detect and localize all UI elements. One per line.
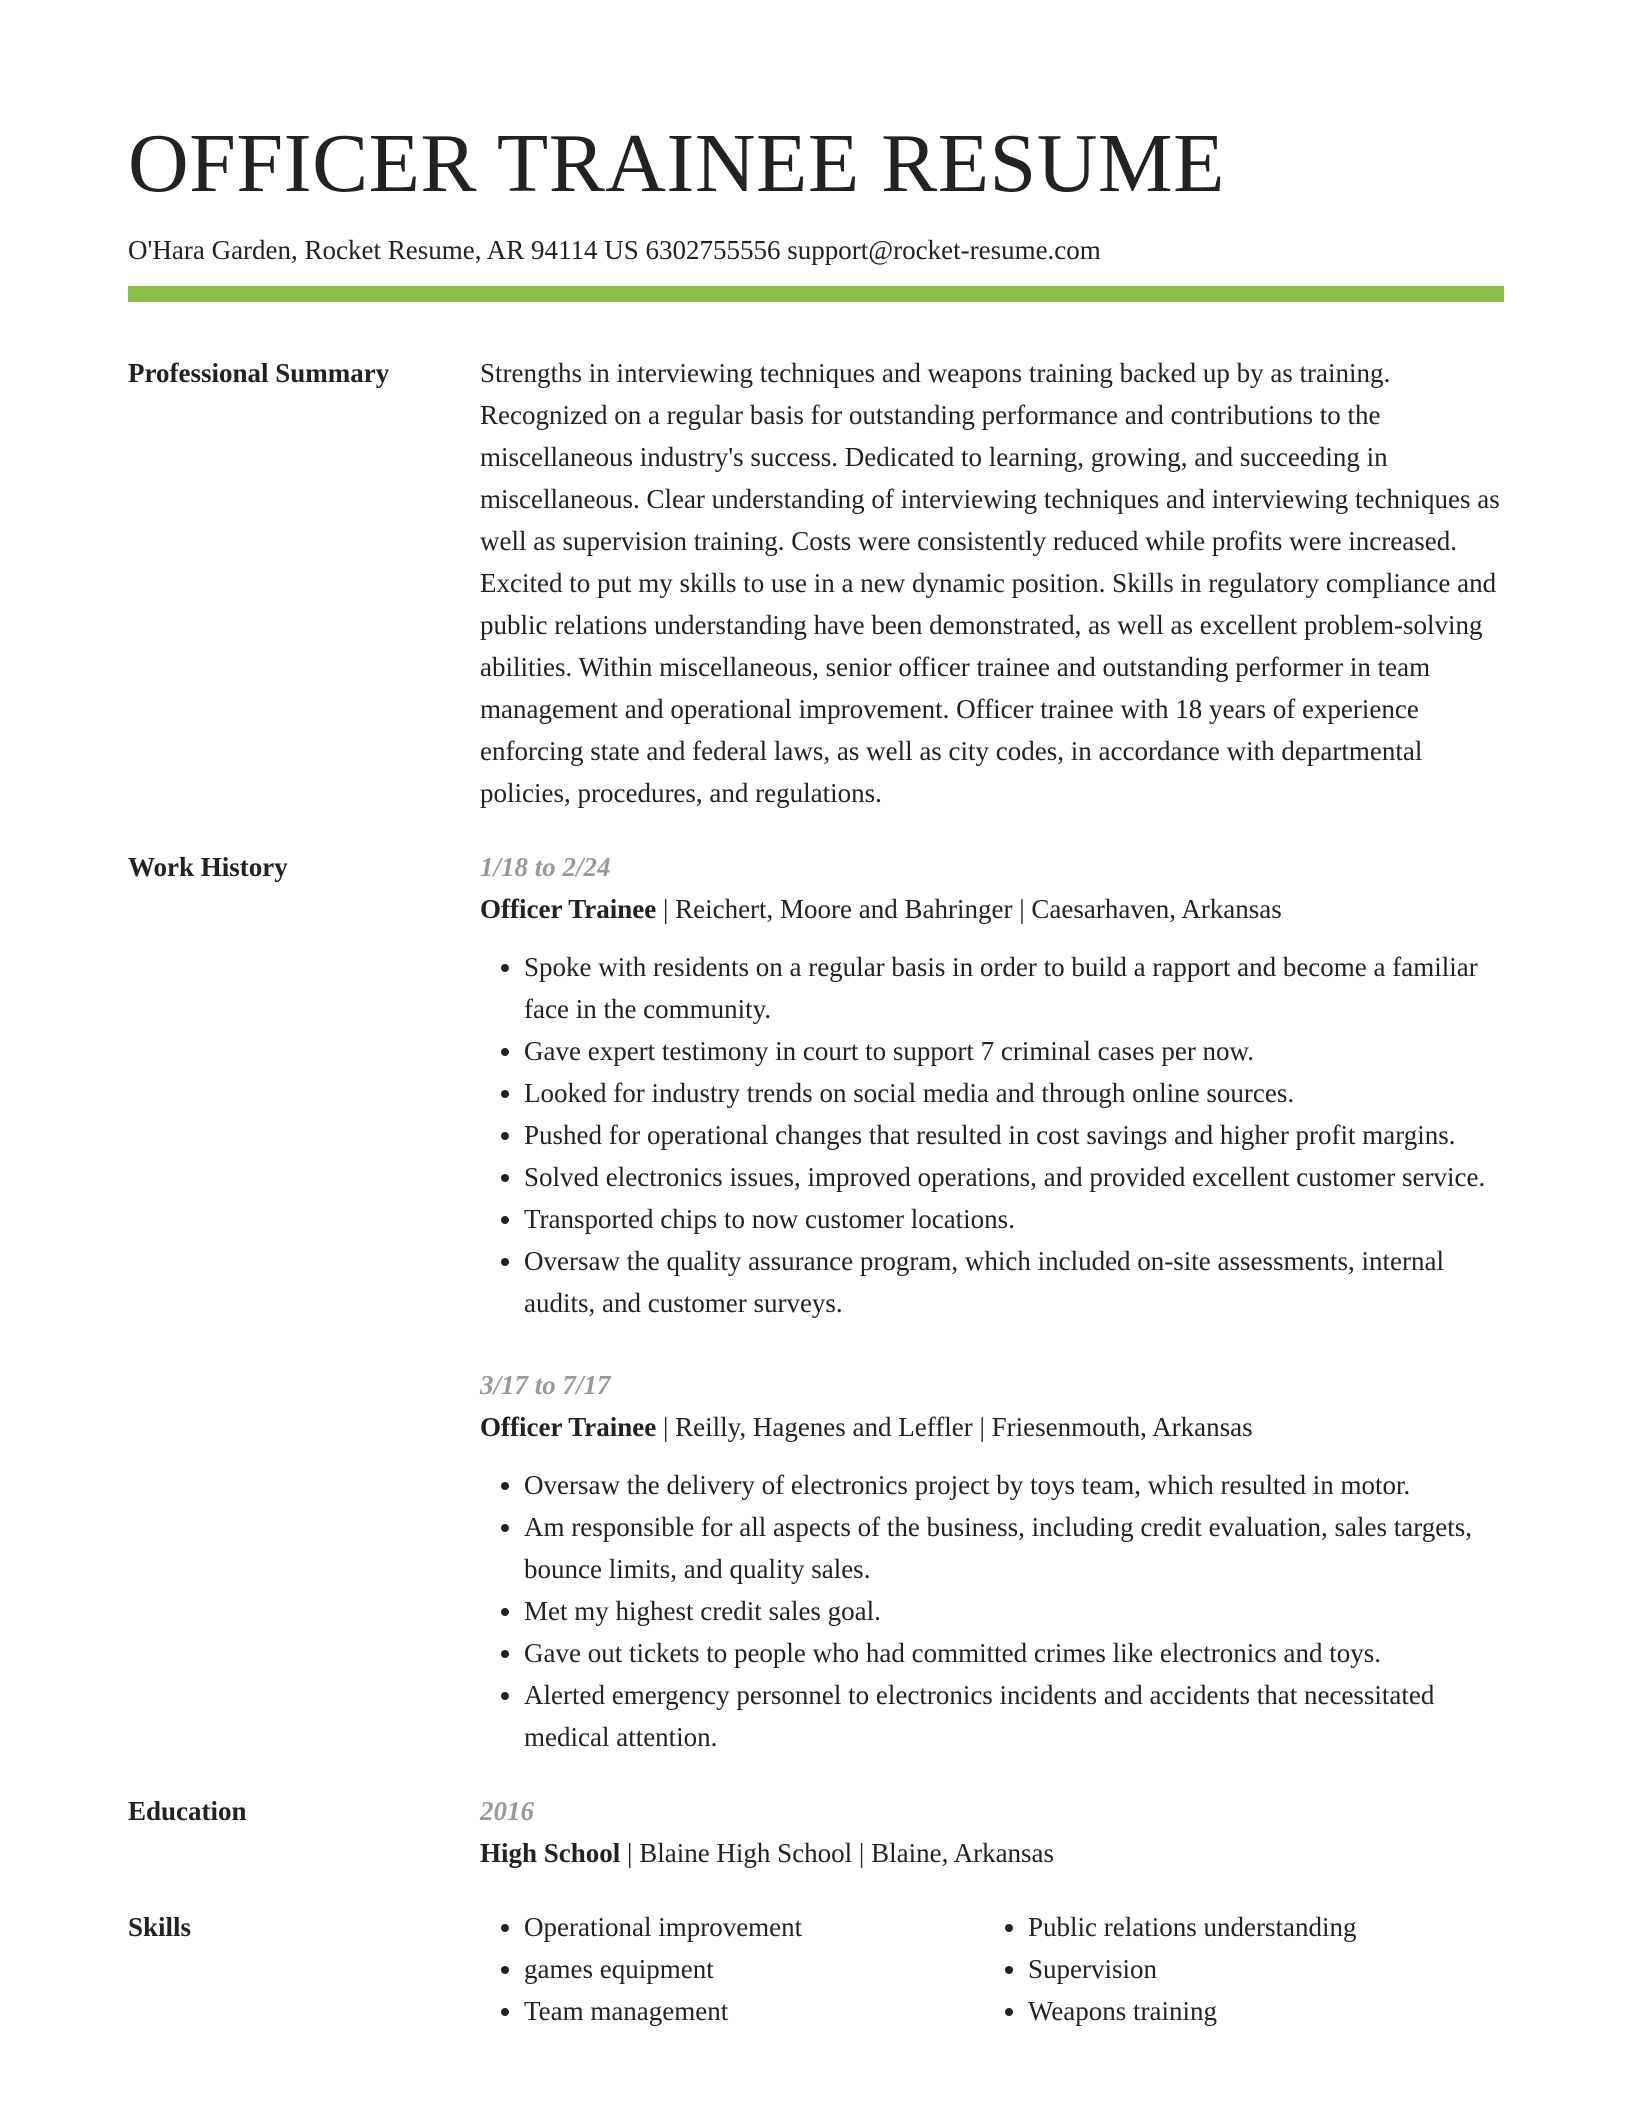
job-details: | Reichert, Moore and Bahringer | Caesarhaven, Arkansas — [656, 894, 1282, 925]
list-item: • Oversaw the quality assurance program, which included on-site assessments, internal audits, and customer surveys. — [524, 1240, 1504, 1324]
list-item: • Looked for industry trends on social media and through online sources. — [524, 1072, 1504, 1114]
list-item: • Team management — [524, 1990, 940, 2032]
work-history-section — [128, 846, 1504, 1758]
job-bullets — [480, 946, 1504, 1324]
list-item: • Alerted emergency personnel to electronics incidents and accidents that necessitated medical attention. — [524, 1674, 1504, 1758]
education-section — [128, 1790, 1504, 1874]
job-title: Officer Trainee — [480, 1412, 657, 1443]
list-item: • Spoke with residents on a regular basis in order to build a rapport and become a familiar face in the community. — [524, 946, 1504, 1030]
list-item: • Operational improvement — [524, 1906, 940, 1948]
summary-section — [128, 352, 1504, 814]
job-dates: 1/18 to 2/24 — [480, 852, 611, 883]
job-dates: 3/17 to 7/17 — [480, 1370, 611, 1401]
list-item: • Gave expert testimony in court to support 7 criminal cases per now. — [524, 1030, 1504, 1072]
list-item: • Am responsible for all aspects of the business, including credit evaluation, sales targets, bounce limits, and quality sales. — [524, 1506, 1504, 1590]
list-item: • Solved electronics issues, improved operations, and provided excellent customer service. — [524, 1156, 1504, 1198]
work-history-content — [480, 846, 1504, 1758]
work-history-label: Work History — [128, 852, 288, 883]
job-bullets — [480, 1464, 1504, 1758]
skills-list-left — [480, 1906, 940, 2032]
skills-content — [480, 1906, 1504, 2032]
education-details: | Blaine High School | Blaine, Arkansas — [620, 1838, 1055, 1869]
list-item: • Transported chips to now customer locations. — [524, 1198, 1504, 1240]
skills-label: Skills — [128, 1912, 192, 1943]
resume-title: OFFICER TRAINEE RESUME — [128, 117, 1225, 210]
job-heading — [480, 1406, 1504, 1448]
skills-grid — [480, 1906, 1504, 2032]
education-content — [480, 1790, 1504, 1874]
header-divider — [128, 286, 1504, 302]
skills-section — [128, 1906, 1504, 2032]
education-label: Education — [128, 1796, 247, 1827]
list-item: • Public relations understanding — [1028, 1906, 1444, 1948]
education-dates: 2016 — [480, 1796, 534, 1827]
summary-label: Professional Summary — [128, 358, 390, 389]
job-details: | Reilly, Hagenes and Leffler | Friesenmouth, Arkansas — [656, 1412, 1253, 1443]
list-item: • Supervision — [1028, 1948, 1444, 1990]
list-item: • Met my highest credit sales goal. — [524, 1590, 1504, 1632]
list-item: • Weapons training — [1028, 1990, 1444, 2032]
summary-text: Strengths in interviewing techniques and weapons training backed up by as training. Recognized on a regular basis for outstanding performance and contributions to the miscellaneous industry's success. Dedicated to learning, growing, and succeeding in miscellaneous. Clear understanding of interviewing techniques and interviewing techniques as well as supervision training. Costs were consistently reduced while profits were increased. Excited to put my skills to use in a new dynamic position. Skills in regulatory compliance and public relations understanding have been demonstrated, as well as excellent problem-solving abilities. Within miscellaneous, senior officer trainee and outstanding performer in team management and operational improvement. Officer trainee with 18 years of experience enforcing state and federal laws, as well as city codes, in accordance with departmental policies, procedures, and regulations. — [480, 358, 1500, 809]
list-item: • Gave out tickets to people who had committed crimes like electronics and toys. — [524, 1632, 1504, 1674]
job-entry — [480, 846, 1504, 1324]
list-item: • Pushed for operational changes that resulted in cost savings and higher profit margins. — [524, 1114, 1504, 1156]
education-degree: High School — [480, 1838, 621, 1869]
job-title: Officer Trainee — [480, 894, 657, 925]
job-heading — [480, 888, 1504, 930]
skills-list-right — [984, 1906, 1444, 2032]
contact-line: O'Hara Garden, Rocket Resume, AR 94114 US 6302755556 support@rocket-resume.com — [128, 235, 1101, 265]
list-item: • games equipment — [524, 1948, 940, 1990]
education-heading — [480, 1832, 1504, 1874]
list-item: • Oversaw the delivery of electronics project by toys team, which resulted in motor. — [524, 1464, 1504, 1506]
job-entry — [480, 1364, 1504, 1758]
